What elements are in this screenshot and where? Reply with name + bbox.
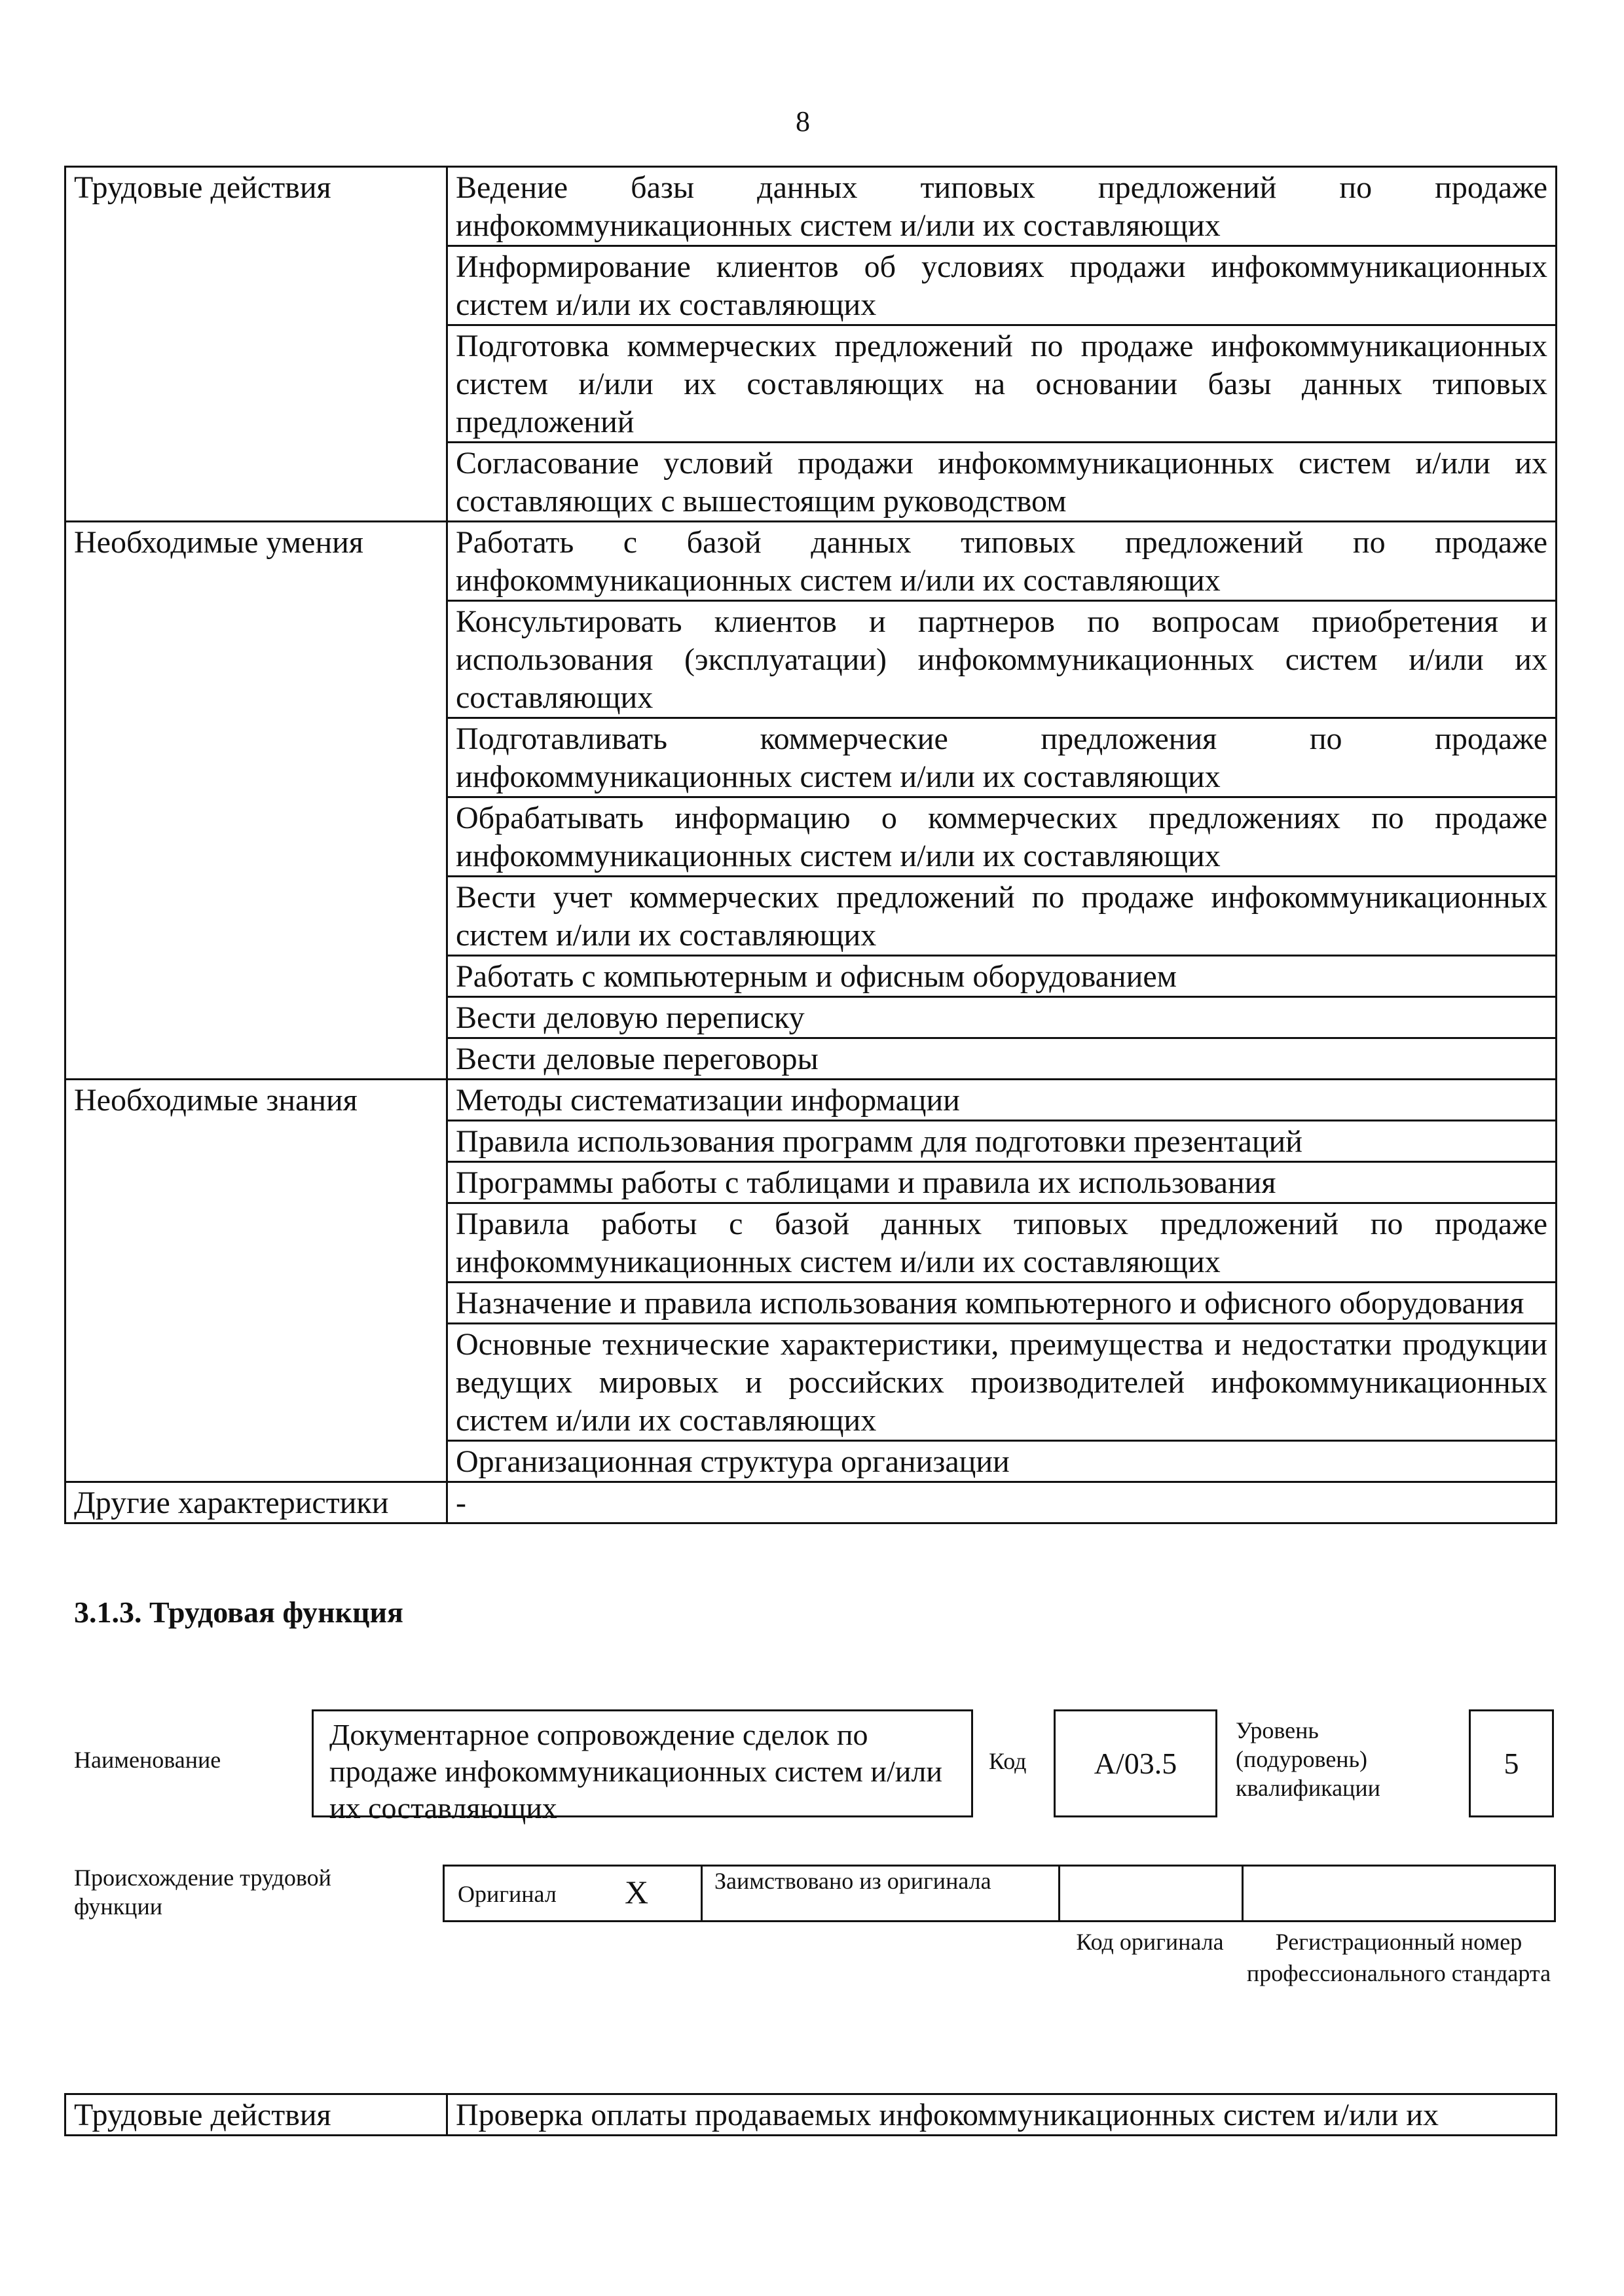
section-item: Работать с компьютерным и офисным оборудованием	[447, 956, 1557, 997]
section-item: Методы систематизации информации	[447, 1080, 1557, 1121]
page-number: 8	[796, 105, 810, 137]
section-item: Согласование условий продажи инфокоммуникационных систем и/или их составляющих с вышестоящим руководством	[447, 443, 1557, 522]
borrowed-cell	[703, 1867, 1060, 1920]
section-item: Основные технические характеристики, преимущества и недостатки продукции ведущих мировых и российских производителей инфокоммуникационных систем и/или их составляющих	[447, 1324, 1557, 1441]
borrowed-label: Заимствовано из оригинала	[714, 1868, 991, 1894]
section-item: Программы работы с таблицами и правила их использования	[447, 1162, 1557, 1203]
section-item: Вести деловую переписку	[447, 997, 1557, 1038]
section-item: Вести учет коммерческих предложений по продаже инфокоммуникационных систем и/или их составляющих	[447, 877, 1557, 956]
section-item: Организационная структура организации	[447, 1441, 1557, 1482]
original-code-caption: Код оригинала	[1076, 1929, 1224, 1955]
origin-row	[443, 1865, 1556, 1922]
name-label: Наименование	[74, 1747, 221, 1773]
table-row	[65, 522, 1557, 601]
section-item: Вести деловые переговоры	[447, 1038, 1557, 1080]
section-item: Подготавливать коммерческие предложения по продаже инфокоммуникационных систем и/или их составляющих	[447, 718, 1557, 797]
original-code-cell	[1060, 1867, 1244, 1920]
code-value: А/03.5	[1094, 1747, 1177, 1780]
next-function-table	[64, 2093, 1557, 2136]
section-title: 3.1.3. Трудовая функция	[74, 1595, 403, 1629]
competency-table	[64, 166, 1557, 1524]
level-value: 5	[1504, 1747, 1519, 1780]
original-label: Оригинал	[458, 1881, 557, 1907]
section-label: Необходимые умения	[65, 522, 447, 1080]
code-label: Код	[989, 1748, 1027, 1774]
section-label: Другие характеристики	[65, 1482, 447, 1523]
section-item: Подготовка коммерческих предложений по продаже инфокоммуникационных систем и/или их составляющих на основании базы данных типовых предложений	[447, 325, 1557, 443]
section-item: Правила использования программ для подготовки презентаций	[447, 1121, 1557, 1162]
table-row	[65, 167, 1557, 246]
section-item: -	[447, 1482, 1557, 1523]
original-cell	[445, 1867, 703, 1920]
section-item: Назначение и правила использования компьютерного и офисного оборудования	[447, 1283, 1557, 1324]
function-name-box	[312, 1709, 973, 1825]
table-row	[65, 1080, 1557, 1121]
function-name: Документарное сопровождение сделок по продаже инфокоммуникационных систем и/или их составляющих	[329, 1718, 942, 1825]
section-label: Необходимые знания	[65, 1080, 447, 1482]
section-label: Трудовые действия	[65, 167, 447, 522]
section-item: Правила работы с базой данных типовых предложений по продаже инфокоммуникационных систем и/или их составляющих	[447, 1203, 1557, 1283]
table-row	[65, 2094, 1557, 2136]
code-box	[1054, 1709, 1217, 1817]
section-item: Консультировать клиентов и партнеров по вопросам приобретения и использования (эксплуатации) инфокоммуникационных систем и/или их составляющих	[447, 601, 1557, 718]
origin-label: Происхождение трудовой функции	[74, 1865, 331, 1920]
original-mark: X	[625, 1874, 649, 1910]
row-item: Проверка оплаты продаваемых инфокоммуникационных систем и/или их	[447, 2094, 1557, 2136]
section-item: Ведение базы данных типовых предложений по продаже инфокоммуникационных систем и/или их составляющих	[447, 167, 1557, 246]
section-item: Обрабатывать информацию о коммерческих предложениях по продаже инфокоммуникационных систем и/или их составляющих	[447, 797, 1557, 877]
section-item: Информирование клиентов об условиях продажи инфокоммуникационных систем и/или их составляющих	[447, 246, 1557, 325]
reg-number-caption: Регистрационный номер профессионального стандарта	[1246, 1929, 1551, 1986]
level-label: Уровень (подуровень) квалификации	[1236, 1717, 1380, 1801]
section-item: Работать с базой данных типовых предложений по продаже инфокоммуникационных систем и/или их составляющих	[447, 522, 1557, 601]
row-label: Трудовые действия	[65, 2094, 447, 2136]
reg-number-cell	[1244, 1867, 1558, 1920]
level-box	[1469, 1709, 1554, 1817]
table-row	[65, 1482, 1557, 1523]
